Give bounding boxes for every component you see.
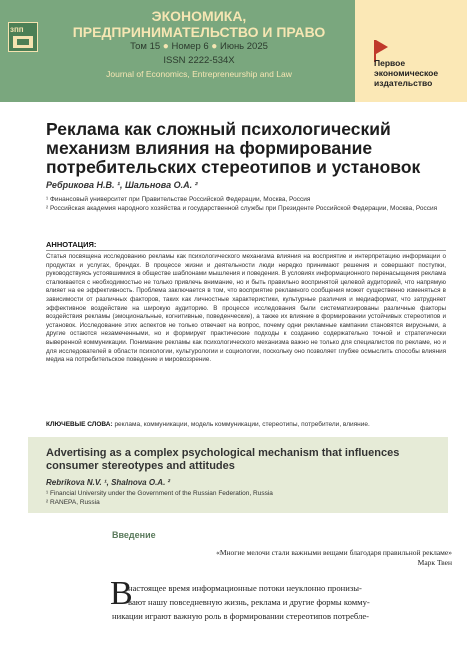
- journal-logo-text: зпп: [10, 25, 24, 34]
- journal-name-line2: ПРЕДПРИНИМАТЕЛЬСТВО И ПРАВО: [72, 24, 326, 40]
- issue-info: [46, 41, 352, 53]
- body-line-2: вают нашу повседневную жизнь, реклама и другие формы комму-: [128, 597, 370, 607]
- journal-logo: [8, 22, 38, 52]
- epigraph-text: «Многие мелочи стали важными вещами благодаря правильной рекламе»: [216, 548, 452, 557]
- logo-mark-inner: [17, 39, 29, 45]
- issue-date: Июнь 2025: [219, 41, 268, 52]
- intro-heading: Введение: [112, 530, 156, 540]
- journal-header: [0, 0, 467, 102]
- issue: Номер 6: [171, 41, 209, 52]
- affiliation-2: ² Российская академия народного хозяйства и государственной службы при Президенте Российской Федерации, Москва, Россия: [46, 205, 438, 212]
- article-title: Реклама как сложный психологический механизм влияния на формирование потребительских стереотипов и установок: [46, 119, 421, 177]
- bullet-icon: ●: [211, 41, 218, 52]
- english-affiliation-2: ² RANEPA, Russia: [46, 498, 100, 506]
- keywords-label: КЛЮЧЕВЫЕ СЛОВА:: [46, 421, 113, 428]
- publisher-name: Первое экономическое издательство: [374, 58, 439, 88]
- english-authors: Rebrikova N.V. ¹, Shalnova O.A. ²: [46, 478, 171, 487]
- abstract-divider: [46, 250, 446, 251]
- volume: Том 15: [130, 41, 161, 52]
- journal-name-en: Journal of Economics, Entrepreneurship and Law: [106, 69, 292, 79]
- drop-cap: В: [110, 575, 133, 612]
- abstract-heading: АННОТАЦИЯ:: [46, 240, 97, 249]
- journal-name: [46, 8, 352, 40]
- affiliations: [46, 195, 446, 213]
- english-title: Advertising as a complex psychological mechanism that influences consumer stereotypes and attitudes: [46, 447, 400, 472]
- journal-name-line1: ЭКОНОМИКА,: [151, 8, 247, 24]
- flag-icon: [376, 40, 388, 54]
- epigraph-author: Марк Твен: [417, 558, 452, 567]
- body-line-3: никации играют важную роль в формировании стереотипов потребле-: [112, 611, 370, 621]
- english-affiliation-1: ¹ Financial University under the Government of the Russian Federation, Russia: [46, 490, 273, 497]
- intro-body: [112, 581, 452, 623]
- issn: ISSN 2222-534X: [163, 55, 235, 66]
- article-authors: Ребрикова Н.В. ¹, Шальнова О.А. ²: [46, 180, 198, 190]
- keywords: [46, 421, 446, 428]
- english-affiliations: [46, 490, 441, 507]
- english-summary-box: [28, 437, 448, 513]
- bullet-icon: ●: [162, 41, 169, 52]
- keywords-list: реклама, коммуникации, модель коммуникации, стереотипы, потребители, влияние.: [114, 421, 370, 428]
- abstract-text: Статья посвящена исследованию рекламы как психологического механизма влияния на восприятие и интерпретацию информации о продуктах и услугах, брендах. В процессе жизни и деятельности люди нередко принимают решения и совершают поступки, руководствуясь устоявшимися в обществе шаблонами мышления и поведения. В условиях информационного перенасыщения реклама сталкивается с необходимостью не только привлечь внимание, но и быть правильно воспринятой целевой аудиторией, что напрямую влияет на ее эффективность. Проблема заключается в том, что восприятие рекламного сообщения может существенно изменяться в зависимости от различных факторов, таких как личностные характеристики, культурные различия и медиаформат, что затрудняет эффективное воздействие на широкую аудиторию. В процессе исследования были систематизированы различные факторы воздействия рекламы (эмоциональные, когнитивные, поведенческие), а также их влияние в формировании устойчивых стереотипов и установок. Исследование этих аспектов не только отвечает на вопрос, почему одни рекламные кампании становятся вирусными, а другие остаются незамеченными, но и формирует практические подходы к созданию содержательно точной и стратегически выверенной коммуникации. Понимание рекламы как психологического механизма важно не только для специалистов по рекламе, но и для исследователей в области психологии, культурологии и социологии, поскольку оно позволяет глубже осмыслить способы влияния медиа на потребительское поведение и мировоззрение.: [46, 253, 446, 364]
- epigraph: [110, 548, 452, 568]
- body-line-1: настоящее время информационные потоки неуклонно пронизы-: [128, 583, 362, 593]
- affiliation-1: ¹ Финансовый университет при Правительстве Российской Федерации, Москва, Россия: [46, 196, 311, 203]
